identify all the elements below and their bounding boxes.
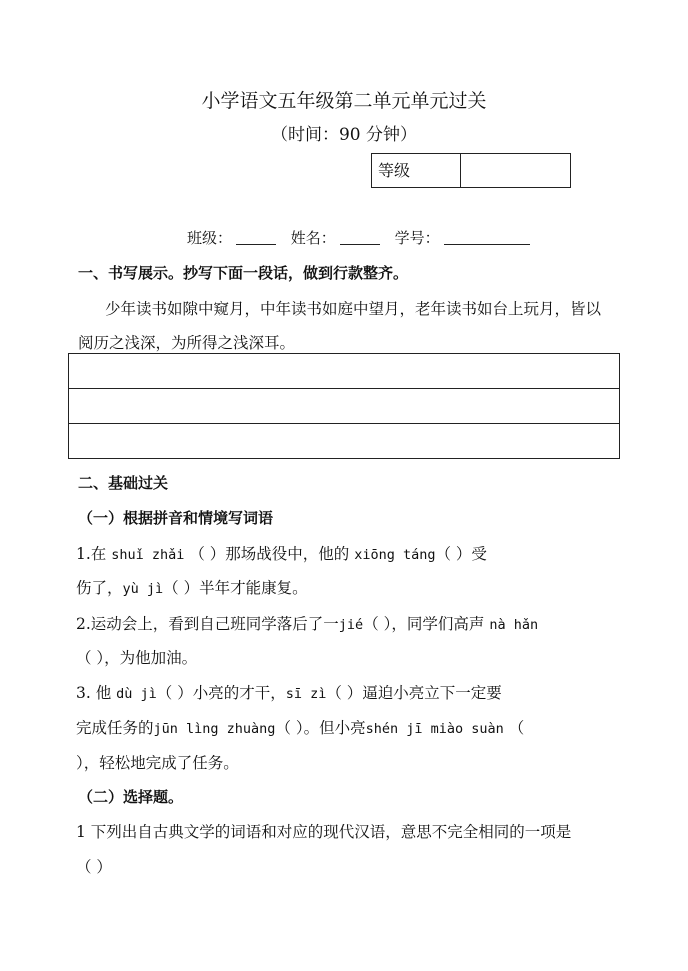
- choice-question-1-answer[interactable]: （ ）: [76, 858, 112, 876]
- q1-pinyin-2: xiōng táng: [354, 547, 436, 563]
- writing-line[interactable]: [69, 354, 619, 389]
- question-2-line-2: （ ），为他加油。: [76, 649, 198, 667]
- q3-pinyin-3: jūn lìng zhuàng: [153, 721, 276, 737]
- class-blank: [236, 230, 276, 245]
- section-2-heading: 二、基础过关: [78, 474, 169, 492]
- q3-pinyin-1: dù jì: [116, 686, 157, 702]
- writing-line[interactable]: [69, 424, 619, 458]
- class-label: 班级：: [187, 229, 233, 247]
- q3-text: 完成任务的: [76, 719, 154, 737]
- q1-text: 1.在: [76, 545, 107, 563]
- q2-pinyin-1: jié: [338, 617, 364, 633]
- question-3-line-2: [76, 716, 524, 738]
- question-1-line-1: [76, 542, 487, 564]
- name-label: 姓名：: [290, 229, 336, 247]
- q3-text: （ ）。但小亮: [275, 719, 366, 737]
- page-title: 小学语文五年级第二单元单元过关: [201, 90, 487, 112]
- part-1-heading: （一）根据拼音和情境写词语: [78, 509, 274, 527]
- q2-pinyin-2: nà hǎn: [489, 617, 539, 633]
- copy-writing-area[interactable]: [68, 353, 620, 459]
- question-2-line-1: [76, 612, 538, 634]
- q2-text: 2.运动会上，看到自己班同学落后了一: [76, 615, 339, 633]
- q1-text: 伤了，: [76, 579, 123, 597]
- q2-text: （ ），同学们高声: [363, 615, 485, 633]
- question-3-line-3: ），轻松地完成了任务。: [76, 754, 239, 772]
- student-info-row: [187, 227, 534, 248]
- student-id-blank: [444, 230, 530, 245]
- q1-pinyin-3: yù jì: [122, 581, 164, 597]
- q1-pinyin-1: shuǐ zhǎi: [111, 547, 185, 563]
- exam-duration: （时间：90 分钟）: [270, 125, 418, 145]
- q3-text: （ ）小亮的才干，: [156, 684, 286, 702]
- passage-line-2: 阅历之浅深，为所得之浅深耳。: [78, 334, 296, 352]
- student-id-label: 学号：: [394, 229, 440, 247]
- question-1-line-2: [76, 576, 308, 598]
- q1-text: （ ）那场战役中，他的: [189, 545, 350, 563]
- grade-box: [371, 153, 571, 188]
- q3-pinyin-4: shén jī miào suàn: [365, 721, 504, 737]
- name-blank: [340, 230, 380, 245]
- section-1-heading: 一、书写展示。抄写下面一段话，做到行款整齐。: [78, 264, 409, 282]
- question-3-line-1: [76, 681, 502, 703]
- grade-label: 等级: [372, 154, 461, 187]
- q3-text: 3. 他: [76, 684, 112, 702]
- passage-line-1: 少年读书如隙中窥月，中年读书如庭中望月，老年读书如台上玩月，皆以: [105, 300, 602, 318]
- choice-question-1-line-1: 1 下列出自古典文学的词语和对应的现代汉语，意思不完全相同的一项是: [76, 823, 572, 841]
- q3-text: （: [508, 719, 525, 737]
- grade-value: [461, 154, 570, 187]
- q1-text: （ ）受: [435, 545, 487, 563]
- q1-text: （ ）半年才能康复。: [163, 579, 308, 597]
- q3-text: （ ）逼迫小亮立下一定要: [326, 684, 502, 702]
- q3-pinyin-2: sī zì: [285, 686, 327, 702]
- writing-line[interactable]: [69, 389, 619, 424]
- part-2-heading: （二）选择题。: [78, 788, 184, 806]
